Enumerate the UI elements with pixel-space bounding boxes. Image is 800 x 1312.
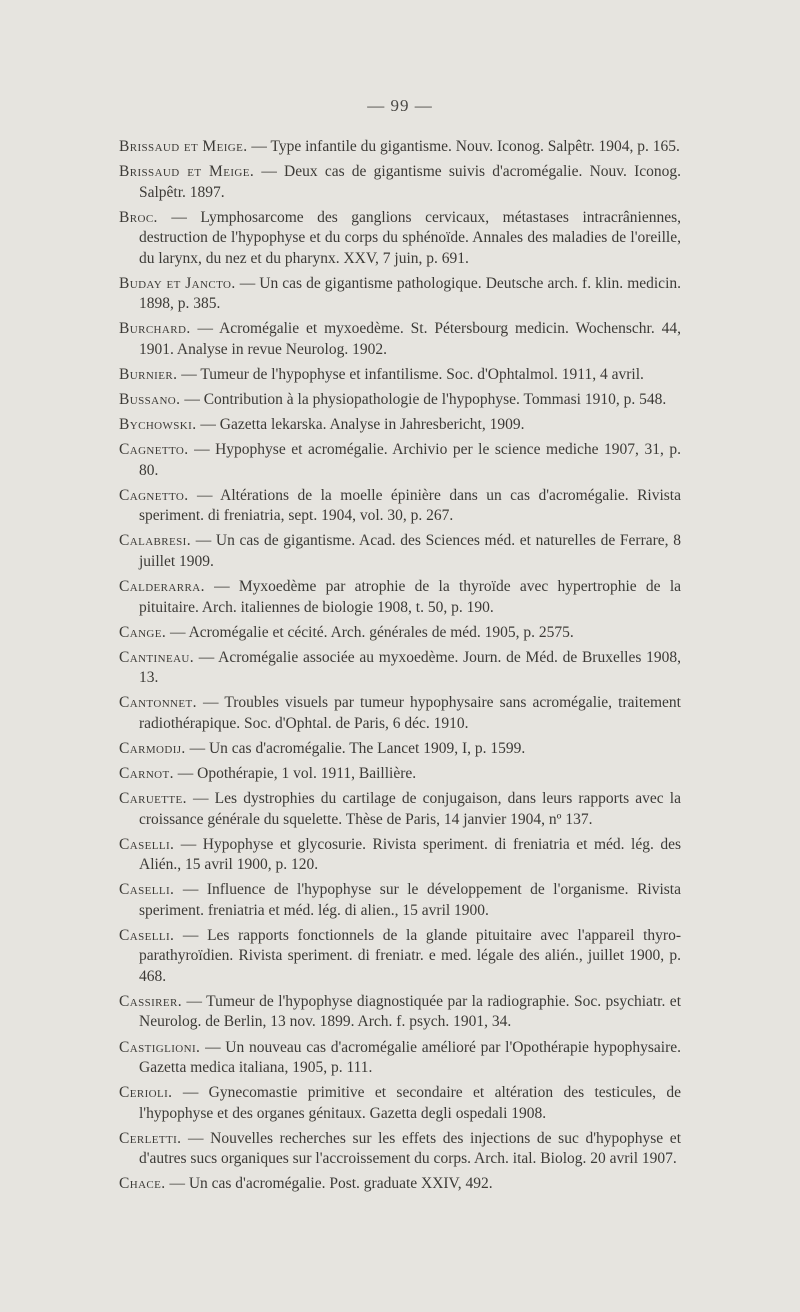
entry-author: Cantineau. <box>119 648 195 666</box>
entry-author: Carnot. <box>119 765 174 782</box>
bibliography-entry <box>119 739 681 760</box>
entry-author: Castiglioni. <box>119 1038 201 1056</box>
entry-text: — Un cas d'acromégalie. The Lancet 1909, I, p. 1599. <box>185 739 526 757</box>
entry-author: Brissaud et Meige. <box>119 138 248 155</box>
entry-author: Caruette. <box>119 790 187 808</box>
bibliography-entry <box>119 880 681 921</box>
entry-text: — Hypophyse et glycosurie. Rivista speriment. di freniatria et méd. lég. des Alién., 15 avril 1900, p. 120. <box>139 835 681 874</box>
entry-author: Buday et Jancto. <box>119 274 236 292</box>
entry-author: Broc. <box>119 208 158 226</box>
bibliography-entry <box>119 319 681 360</box>
entry-text: — Opothérapie, 1 vol. 1911, Baillière. <box>173 765 417 782</box>
entry-text: — Tumeur de l'hypophyse et infantilisme. Soc. d'Ophtalmol. 1911, 4 avril. <box>177 365 644 383</box>
bibliography-entry <box>119 992 681 1033</box>
entry-author: Cerletti. <box>119 1129 182 1147</box>
bibliography-entry <box>119 835 681 876</box>
entry-text: — Type infantile du gigantisme. Nouv. Iconog. Salpêtr. 1904, p. 165. <box>247 138 680 155</box>
bibliography-entry <box>119 648 681 689</box>
entry-text: — Altérations de la moelle épinière dans un cas d'acromégalie. Rivista speriment. di freniatria, sept. 1904, vol. 30, p. 267. <box>139 486 681 525</box>
entry-text: — Hypophyse et acromégalie. Archivio per le science mediche 1907, 31, p. 80. <box>139 441 681 479</box>
entry-text: — Influence de l'hypophyse sur le développement de l'organisme. Rivista speriment. freniatria et méd. lég. di alien., 15 avril 1900. <box>139 881 681 919</box>
entry-text: — Nouvelles recherches sur les effets des injections de suc d'hypophyse et d'autres sucs organiques sur l'accroissement du corps. Arch. ital. Biolog. 20 avril 1907. <box>139 1129 681 1168</box>
entry-author: Calabresi. <box>119 532 191 550</box>
entry-text: — Lymphosarcome des ganglions cervicaux, métastases intracrâniennes, destruction de l'hypophyse et du corps du sphénoïde. Annales des maladies de l'oreille, du larynx, du nez et du pharynx. XXV, 7 juin, p. 691. <box>139 208 681 267</box>
bibliography-entry <box>119 1174 681 1195</box>
bibliography-entry <box>119 162 681 203</box>
entry-author: Cassirer. <box>119 992 183 1010</box>
entry-author: Caselli. <box>119 926 175 944</box>
entry-text: — Acromégalie et cécité. Arch. générales de méd. 1905, p. 2575. <box>166 623 574 641</box>
entry-author: Cerioli. <box>119 1084 173 1102</box>
entry-author: Bussano. <box>119 391 181 409</box>
entry-author: Cantonnet. <box>119 694 197 712</box>
entry-text: — Acromégalie associée au myxoedème. Journ. de Méd. de Bruxelles 1908, 13. <box>139 648 681 687</box>
entry-author: Burchard. <box>119 320 191 338</box>
bibliography-entry <box>119 365 681 386</box>
bibliography-entry <box>119 623 681 644</box>
entry-author: Chace. <box>119 1175 166 1193</box>
entry-text: — Un cas de gigantisme. Acad. des Sciences méd. et naturelles de Ferrare, 8 juillet 1909. <box>139 532 681 570</box>
entry-text: — Gazetta lekarska. Analyse in Jahresbericht, 1909. <box>196 416 525 434</box>
bibliography-entry <box>119 440 681 481</box>
entry-author: Cange. <box>119 623 167 641</box>
bibliography-entry <box>119 486 681 527</box>
entry-author: Cagnetto. <box>119 486 189 504</box>
entry-text: — Les rapports fonctionnels de la glande pituitaire avec l'appareil thyro-parathyroïdien. Rivista speriment. di freniatr. e med. légale des alién., juillet 1900, p. 468. <box>139 926 681 985</box>
entry-author: Calderarra. <box>119 578 205 596</box>
page-number: — 99 — <box>367 96 433 115</box>
entry-text: — Les dystrophies du cartilage de conjugaison, dans leurs rapports avec la croissance générale du squelette. Thèse de Paris, 14 janvier 1904, nº 137. <box>139 790 681 828</box>
entry-author: Caselli. <box>119 881 175 899</box>
entry-text: — Un cas de gigantisme pathologique. Deutsche arch. f. klin. medicin. 1898, p. 385. <box>139 274 681 313</box>
entry-text: — Contribution à la physiopathologie de l'hypophyse. Tommasi 1910, p. 548. <box>180 391 667 409</box>
entry-author: Burnier. <box>119 365 178 383</box>
bibliography-entry <box>119 415 681 436</box>
bibliography-entry <box>119 274 681 315</box>
bibliography-list <box>119 137 681 1199</box>
entry-text: — Myxoedème par atrophie de la thyroïde avec hypertrophie de la pituitaire. Arch. italiennes de biologie 1908, t. 50, p. 190. <box>139 578 681 616</box>
bibliography-entry <box>119 577 681 618</box>
bibliography-entry <box>119 390 681 411</box>
entry-text: — Un cas d'acromégalie. Post. graduate XXIV, 492. <box>165 1175 493 1193</box>
entry-author: Bychowski. <box>119 416 197 434</box>
entry-text: — Un nouveau cas d'acromégalie amélioré par l'Opothérapie hypophysaire. Gazetta medica italiana, 1905, p. 111. <box>139 1038 681 1077</box>
entry-text: — Acromégalie et myxoedème. St. Pétersbourg medicin. Wochenschr. 44, 1901. Analyse in revue Neurolog. 1902. <box>139 320 681 358</box>
entry-text: — Gynecomastie primitive et secondaire et altération des testicules, de l'hypophyse et des organes génitaux. Gazetta degli ospedali 1908. <box>139 1084 681 1122</box>
entry-author: Carmodij. <box>119 739 186 757</box>
entry-text: — Deux cas de gigantisme suivis d'acromégalie. Nouv. Iconog. Salpêtr. 1897. <box>139 163 681 201</box>
bibliography-entry <box>119 531 681 572</box>
entry-author: Cagnetto. <box>119 441 189 459</box>
bibliography-entry <box>119 789 681 830</box>
entry-text: — Troubles visuels par tumeur hypophysaire sans acromégalie, traitement radiothérapique. Soc. d'Ophtal. de Paris, 6 déc. 1910. <box>139 694 681 732</box>
bibliography-entry <box>119 926 681 988</box>
entry-text: — Tumeur de l'hypophyse diagnostiquée par la radiographie. Soc. psychiatr. et Neurolog. de Berlin, 13 nov. 1899. Arch. f. psych. 1901, 34. <box>139 992 681 1031</box>
bibliography-entry <box>119 1083 681 1124</box>
entry-author: Brissaud et Meige. <box>119 163 255 181</box>
bibliography-entry <box>119 1038 681 1079</box>
bibliography-entry <box>119 764 681 785</box>
bibliography-entry <box>119 1129 681 1170</box>
bibliography-entry <box>119 208 681 270</box>
bibliography-entry <box>119 693 681 734</box>
bibliography-entry <box>119 137 681 158</box>
entry-author: Caselli. <box>119 835 175 853</box>
